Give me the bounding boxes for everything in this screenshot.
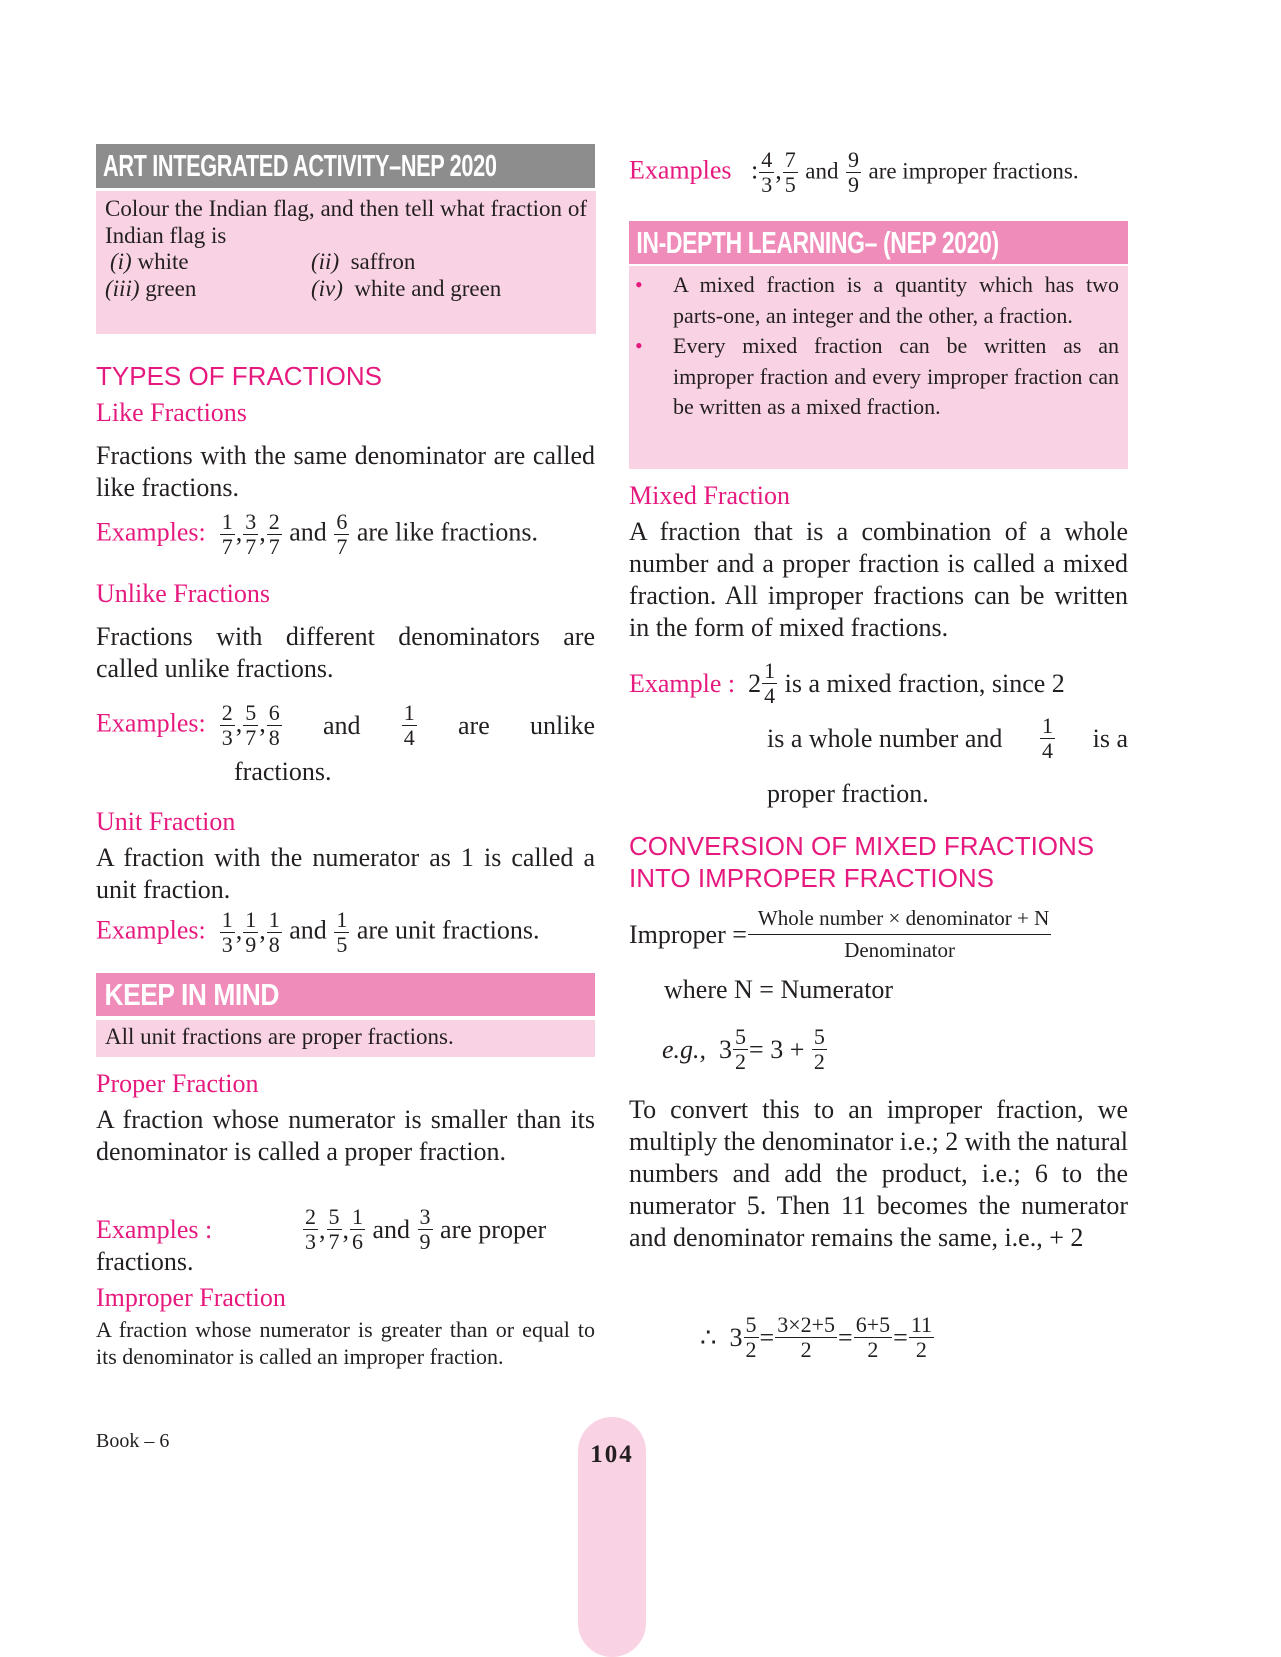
denominator: 9 <box>847 172 859 197</box>
unlike-title: Unlike Fractions <box>96 579 271 608</box>
conversion-heading <box>629 830 1149 894</box>
eg-formula <box>662 1025 828 1074</box>
page-number-tab <box>578 1417 646 1657</box>
mixed-title: Mixed Fraction <box>629 481 791 510</box>
examples-label: Examples: <box>96 517 206 547</box>
numerator: 6 <box>268 700 280 725</box>
in-depth-title: IN-DEPTH LEARNING– (NEP 2020) <box>636 225 999 260</box>
denominator: 7 <box>328 1229 340 1254</box>
improper-examples: Examples : $\frac{4}{3}$ , $\frac{7}{5}$ and $\frac{9}{9}$ are improper fractions. <box>629 147 1079 197</box>
denominator: Denominator <box>844 938 955 962</box>
page-number: 104 <box>590 1441 634 1468</box>
denominator: 3 <box>305 1229 316 1254</box>
denominator: 7 <box>268 534 280 559</box>
item-num: (iii) <box>105 276 140 301</box>
improper-text: A fraction whose numerator is greater than or equal to its denominator is called an improper fraction. <box>96 1317 595 1369</box>
and-text: and <box>323 710 361 740</box>
fraction <box>733 1025 748 1074</box>
tail-text: are like fractions. <box>356 517 538 547</box>
bullet-item: • Every mixed fraction can be written as an improper fraction and every improper fraction can be written as a mixed fraction. <box>635 333 1119 419</box>
denominator: 4 <box>1042 738 1053 763</box>
numerator: 1 <box>764 658 776 683</box>
book-label: Book – 6 <box>96 1430 170 1452</box>
fraction <box>327 1205 342 1254</box>
examples-label: Examples: <box>96 708 206 738</box>
art-activity-title: ART INTEGRATED ACTIVITY–NEP 2020 <box>103 148 497 183</box>
numerator: 6 <box>336 509 348 534</box>
proper-tail: fractions. <box>96 1247 194 1276</box>
fraction <box>267 908 282 957</box>
tail-text: unlike <box>530 710 595 740</box>
denominator: 5 <box>784 172 796 197</box>
example-text: is a whole number and <box>767 723 1003 753</box>
denominator: 7 <box>221 534 233 559</box>
denominator: 4 <box>764 683 776 708</box>
denominator: 2 <box>813 1049 825 1074</box>
fraction <box>402 701 417 750</box>
unlike-text: Fractions with different denominators are called unlike fractions. <box>96 622 595 683</box>
item-label: saffron <box>350 249 416 274</box>
tail-text: are proper <box>440 1214 547 1244</box>
denominator: 3 <box>221 725 233 750</box>
numerator: 6+5 <box>855 1312 891 1337</box>
item-label: white and green <box>354 276 502 301</box>
examples-label: Examples <box>629 155 732 185</box>
fraction <box>854 1313 892 1362</box>
bullet-item: • A mixed fraction is a quantity which has two parts-one, an integer and the other, a fraction. <box>635 272 1119 328</box>
numerator: 11 <box>910 1312 932 1337</box>
numerator: 1 <box>221 509 233 534</box>
denominator: 7 <box>245 725 257 750</box>
numerator: 1 <box>221 907 233 932</box>
art-activity-text: Colour the Indian flag, and then tell what fraction of Indian flag is <box>105 196 587 248</box>
mixed-example-line2 <box>767 714 1128 763</box>
fraction <box>334 510 349 559</box>
proper-examples: Examples : $\frac{2}{3}$ , $\frac{5}{7}$ , $\frac{1}{6}$ and $\frac{3}{9}$ are proper <box>96 1204 547 1254</box>
denominator: 3 <box>761 172 773 197</box>
unlike-tail: fractions. <box>234 757 332 786</box>
numerator: 2 <box>305 1204 316 1229</box>
numerator: 1 <box>352 1204 363 1229</box>
numerator: 2 <box>268 509 280 534</box>
denominator: 3 <box>221 932 233 957</box>
proper-title: Proper Fraction <box>96 1069 259 1098</box>
conversion-paragraph: To convert this to an improper fraction, we multiply the denominator i.e.; 2 with the natural numbers and add the product, i.e.; 6 to the numerator 5. Then 11 becomes the numerator and denominator remains the same, i.e., + 2 <box>629 1095 1128 1252</box>
numerator: 5 <box>735 1024 747 1049</box>
unit-examples: Examples: $\frac{1}{3}$ , $\frac{1}{9}$ , $\frac{1}{8}$ and $\frac{1}{5}$ are unit fractions. <box>96 907 540 957</box>
fraction <box>812 1025 827 1074</box>
denominator: 4 <box>403 725 415 750</box>
unit-title: Unit Fraction <box>96 807 236 836</box>
improper-title: Improper Fraction <box>96 1283 286 1312</box>
mixed-text: A fraction that is a combination of a whole number and a proper fraction is called a mixed fraction. All improper fractions can be written in the form of mixed fractions. <box>629 517 1128 642</box>
numerator: 9 <box>847 147 859 172</box>
examples-label: Examples : <box>96 1214 213 1244</box>
numerator: 1 <box>1042 713 1053 738</box>
formula-fraction <box>748 903 1051 966</box>
denominator: 5 <box>336 932 348 957</box>
art-activity-box <box>96 191 596 334</box>
whole-number: 3 <box>719 1034 733 1064</box>
fraction <box>775 1313 837 1362</box>
item-num: (iv) <box>311 276 343 301</box>
like-examples: Examples: $\frac{1}{7}$ , $\frac{3}{7}$ , $\frac{2}{7}$ and $\frac{6}{7}$ are like fractions. <box>96 509 538 559</box>
fraction <box>1040 714 1055 763</box>
fraction <box>783 148 798 197</box>
tail-text: are unit fractions. <box>356 915 540 945</box>
numerator: 5 <box>813 1024 825 1049</box>
keep-in-mind-header <box>96 973 595 1016</box>
in-depth-header <box>629 221 1128 264</box>
numerator: 5 <box>745 1312 757 1337</box>
numerator: 5 <box>245 700 257 725</box>
fraction <box>846 148 861 197</box>
in-depth-box <box>629 266 1128 469</box>
fraction <box>220 510 235 559</box>
item-num: (i) <box>110 249 132 274</box>
numerator: 3×2+5 <box>777 1312 836 1337</box>
heading-line: CONVERSION OF MIXED FRACTIONS <box>629 831 1095 861</box>
numerator: 1 <box>403 700 415 725</box>
fraction <box>334 908 349 957</box>
example-text: is a <box>1092 723 1128 753</box>
tail-text: are improper fractions. <box>868 158 1079 184</box>
formula-lhs: Improper = <box>629 919 747 949</box>
denominator: 2 <box>745 1337 757 1362</box>
heading-line: INTO IMPROPER FRACTIONS <box>629 863 994 893</box>
equals: = <box>838 1322 853 1352</box>
fraction <box>220 908 235 957</box>
fraction <box>303 1205 318 1254</box>
and-text: and <box>289 517 327 547</box>
denominator: 7 <box>336 534 348 559</box>
fraction <box>759 148 774 197</box>
art-activity-header <box>96 144 595 188</box>
denominator: 7 <box>245 534 257 559</box>
numerator: 3 <box>419 1204 431 1229</box>
examples-label: Examples: <box>96 915 206 945</box>
fraction <box>243 908 258 957</box>
colon: : <box>751 155 759 185</box>
numerator: Whole number × denominator + N <box>748 903 1051 935</box>
denominator: 2 <box>800 1337 812 1362</box>
denominator: 8 <box>268 725 280 750</box>
and-text: and <box>372 1214 411 1244</box>
item-label: white <box>137 249 189 274</box>
denominator: 2 <box>867 1337 879 1362</box>
denominator: 2 <box>915 1337 927 1362</box>
tail-text: are <box>458 710 490 740</box>
bullet-icon: • <box>635 333 643 358</box>
fraction <box>909 1313 934 1362</box>
and-text: and <box>805 158 839 184</box>
denominator: 2 <box>735 1049 747 1074</box>
unit-text: A fraction with the numerator as 1 is called a unit fraction. <box>96 843 595 904</box>
and-text: and <box>289 915 327 945</box>
fraction <box>418 1205 433 1254</box>
unlike-examples: Examples: $\frac{2}{3}$ , $\frac{5}{7}$ , $\frac{6}{8}$ and $\frac{1}{4}$ are unlike <box>96 700 595 750</box>
numerator: 5 <box>328 1204 340 1229</box>
mixed-example <box>629 659 1128 708</box>
therefore-symbol: ∴ <box>700 1322 717 1352</box>
eg-mid: = 3 + <box>749 1034 805 1064</box>
item-label: green <box>145 276 197 301</box>
equals: = <box>759 1322 775 1352</box>
example-label: Example : <box>629 668 736 698</box>
fraction <box>267 510 282 559</box>
fraction <box>762 659 777 708</box>
keep-in-mind-text: All unit fractions are proper fractions. <box>105 1024 454 1049</box>
denominator: 8 <box>268 932 280 957</box>
numerator: 2 <box>221 700 233 725</box>
fraction <box>267 701 282 750</box>
numerator: 1 <box>268 907 280 932</box>
denominator: 9 <box>245 932 257 957</box>
keep-in-mind-box <box>96 1020 595 1057</box>
like-text: Fractions with the same denominator are called like fractions. <box>96 441 595 502</box>
equals: = <box>893 1322 908 1352</box>
bullet-icon: • <box>635 272 643 297</box>
final-formula <box>700 1313 935 1362</box>
item-num: (ii) <box>311 249 340 274</box>
whole-number: 3 <box>729 1322 743 1352</box>
types-heading: TYPES OF FRACTIONS <box>96 361 383 391</box>
numerator: 4 <box>761 147 773 172</box>
numerator: 7 <box>784 147 796 172</box>
denominator: 9 <box>419 1229 431 1254</box>
denominator: 6 <box>352 1229 363 1254</box>
fraction <box>243 510 258 559</box>
improper-formula <box>629 903 1052 966</box>
like-title: Like Fractions <box>96 398 247 427</box>
fraction <box>243 701 258 750</box>
mixed-example-line3: proper fraction. <box>767 779 929 808</box>
example-text: is a mixed fraction, since 2 <box>784 668 1065 698</box>
whole-number: 2 <box>748 668 762 698</box>
fraction <box>744 1313 759 1362</box>
where-text: where N = Numerator <box>664 975 894 1004</box>
numerator: 3 <box>245 509 257 534</box>
fraction <box>350 1205 365 1254</box>
eg-label: e.g., <box>662 1034 707 1064</box>
keep-in-mind-title: KEEP IN MIND <box>104 977 280 1012</box>
proper-text: A fraction whose numerator is smaller than its denominator is called a proper fraction. <box>96 1105 595 1166</box>
fraction <box>220 701 235 750</box>
numerator: 1 <box>336 907 348 932</box>
numerator: 1 <box>245 907 257 932</box>
